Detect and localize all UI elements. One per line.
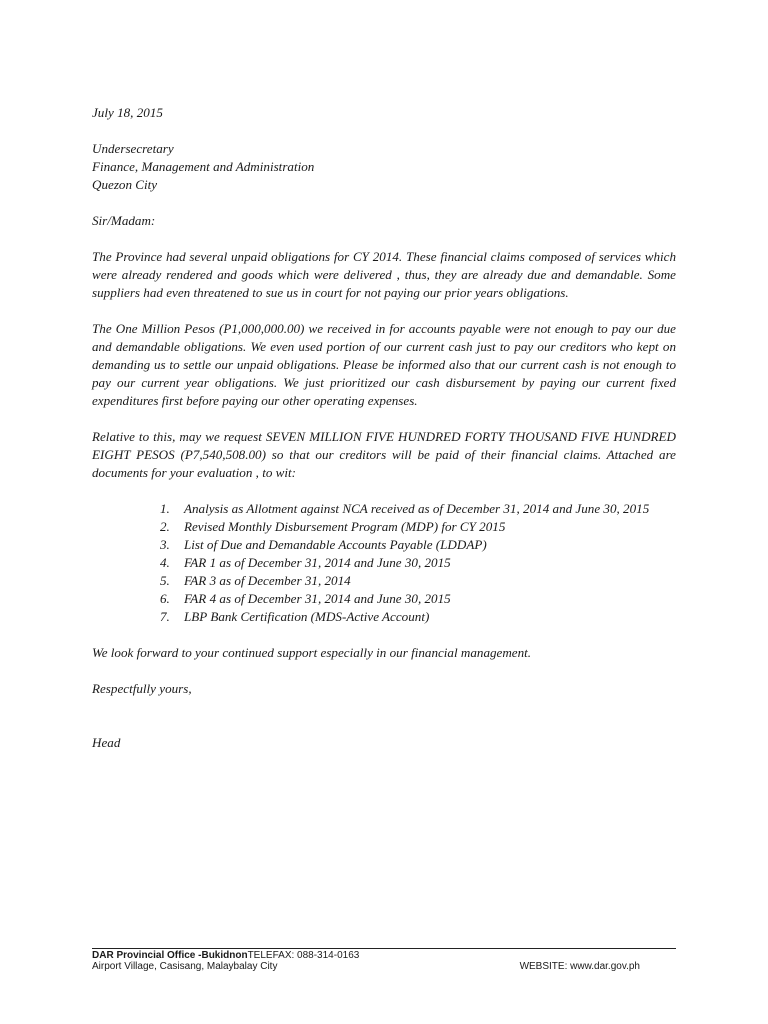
list-item: 1. Analysis as Allotment against NCA received as of December 31, 2014 and June 30, 2015 — [160, 501, 650, 516]
footer-address: Airport Village, Casisang, Malaybalay City — [92, 961, 278, 972]
attachment-list — [92, 500, 676, 626]
footer-telefax: TELEFAX: 088-314-0163 — [247, 950, 360, 961]
complimentary-close: Respectfully yours, — [92, 681, 192, 696]
paragraph-unpaid-obligations: The Province had several unpaid obligations for CY 2014. These financial claims composed of services which were already rendered and goods which were delivered , thus, they are already due and demandable. Some suppliers had even threatened to sue us in court for not paying our prior years obligations. — [92, 249, 676, 300]
footer-office: DAR Provincial Office -Bukidnon — [92, 950, 248, 961]
footer-row-1 — [92, 950, 676, 961]
footer-row-2 — [92, 961, 676, 972]
list-item: 5. FAR 3 as of December 31, 2014 — [160, 573, 351, 588]
paragraph-request: Relative to this, may we request SEVEN MILLION FIVE HUNDRED FORTY THOUSAND FIVE HUNDRED EIGHT PESOS (P7,540,508.00) so that our creditors will be paid of their financial claims. Attached are documents for your evaluation , to wit: — [92, 429, 676, 480]
list-item: 3. List of Due and Demandable Accounts Payable (LDDAP) — [160, 537, 487, 552]
addressee-line: Quezon City — [92, 177, 158, 192]
paragraph-accounts-payable: The One Million Pesos (P1,000,000.00) we received in for accounts payable were not enough to pay our due and demandable obligations. We even used portion of our current cash just to pay our creditors who kept on demanding us to settle our unpaid obligations. Please be informed also that our current cash is not enough to pay our current year obligations. We just prioritized our cash disbursement by paying our current fixed expenditures first before paying our other operating expenses. — [92, 321, 676, 408]
list-item: 4. FAR 1 as of December 31, 2014 and June 30, 2015 — [160, 555, 451, 570]
letterhead-footer — [92, 948, 676, 972]
salutation: Sir/Madam: — [92, 213, 156, 228]
signatory: Head — [92, 735, 121, 750]
addressee-block — [92, 140, 676, 194]
list-item: 7. LBP Bank Certification (MDS-Active Account) — [160, 609, 430, 624]
addressee-line: Finance, Management and Administration — [92, 159, 315, 174]
addressee-line: Undersecretary — [92, 141, 174, 156]
closing-line: We look forward to your continued support especially in our financial management. — [92, 645, 532, 660]
list-item: 6. FAR 4 as of December 31, 2014 and June 30, 2015 — [160, 591, 451, 606]
letter-body — [92, 104, 676, 752]
list-item: 2. Revised Monthly Disbursement Program (MDP) for CY 2015 — [160, 519, 506, 534]
letter-date: July 18, 2015 — [92, 105, 163, 120]
footer-website: WEBSITE: www.dar.gov.ph — [519, 961, 640, 972]
